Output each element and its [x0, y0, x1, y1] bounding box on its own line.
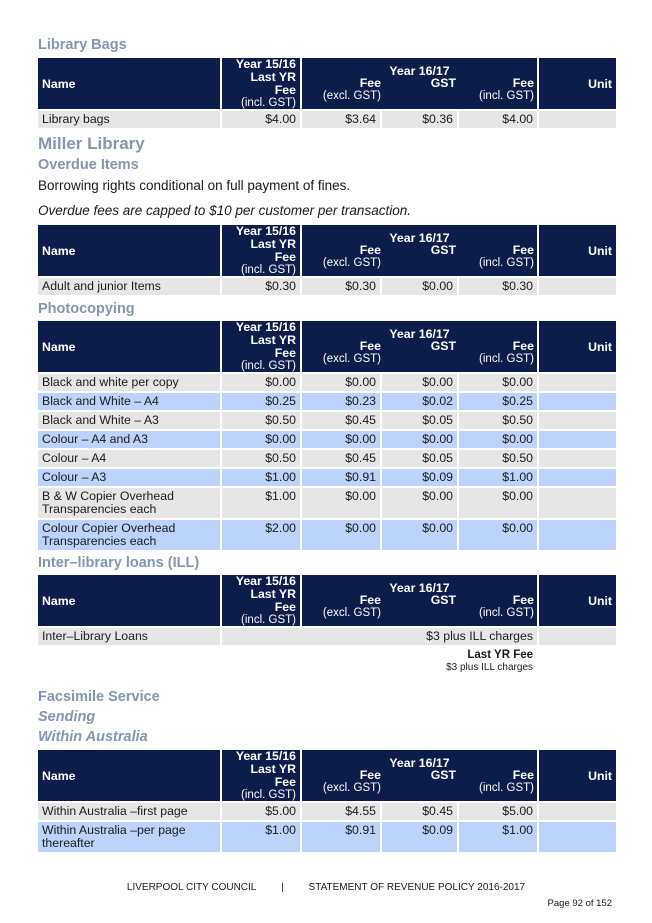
header-year-1516: [222, 750, 300, 801]
header-fee-incl: [459, 77, 534, 102]
header-excl-gst: (excl. GST): [322, 90, 381, 102]
header-fee-incl-label: Fee: [512, 76, 534, 90]
row-gst: $0.00: [382, 431, 457, 448]
row-unit: [539, 412, 616, 429]
table-row: [38, 488, 616, 518]
table-row: [38, 278, 616, 295]
table-row: [38, 450, 616, 467]
row-gst: $0.36: [382, 111, 457, 128]
header-year-1516: [222, 58, 300, 109]
header-incl-gst: (incl. GST): [241, 614, 296, 626]
footer-org: LIVERPOOL CITY COUNCIL: [126, 882, 257, 893]
row-name: Within Australia –per page thereafter: [38, 822, 220, 852]
header-unit: Unit: [539, 575, 616, 626]
row-fee-incl-gst: $0.00: [459, 488, 537, 518]
header-gst-label: GST: [430, 339, 456, 353]
page-footer: [0, 882, 652, 893]
header-gst-label: GST: [430, 768, 456, 782]
row-unit: [539, 488, 616, 518]
header-year-1516-label: Year 15/16: [235, 224, 296, 238]
row-last-yr-fee: $1.00: [222, 469, 300, 486]
section-heading-ill: Inter–library loans (ILL): [38, 555, 200, 571]
row-gst: $0.00: [382, 520, 457, 550]
header-incl-gst-2: (incl. GST): [479, 90, 534, 102]
table-row: [38, 412, 616, 429]
row-unit: [539, 450, 616, 467]
row-last-yr-fee: $1.00: [222, 822, 300, 852]
row-name: Within Australia –first page: [38, 803, 220, 820]
row-gst: $0.09: [382, 822, 457, 852]
row-fee-excl-gst: $0.00: [302, 431, 380, 448]
row-unit: [539, 469, 616, 486]
row-unit: [539, 278, 616, 295]
header-gst: [384, 77, 456, 90]
header-incl-gst: (incl. GST): [241, 360, 296, 372]
last-yr-fee-value: $3 plus ILL charges: [446, 662, 534, 673]
header-fee-incl-label: Fee: [512, 593, 534, 607]
header-incl-gst: (incl. GST): [241, 97, 296, 109]
table-row: [38, 628, 616, 645]
header-fee-incl: [459, 769, 534, 794]
row-last-yr-fee: $4.00: [222, 111, 300, 128]
header-last-yr-fee: Last YR Fee: [250, 762, 296, 789]
header-gst-label: GST: [430, 243, 456, 257]
row-last-yr-fee: $2.00: [222, 520, 300, 550]
row-name: Inter–Library Loans: [38, 628, 220, 645]
header-name: Name: [38, 750, 220, 801]
table-header-row: [38, 575, 616, 626]
paragraph-borrowing-rights: Borrowing rights conditional on full payment of fines.: [38, 178, 351, 193]
header-fee-label: Fee: [359, 243, 381, 257]
header-fee-incl-label: Fee: [512, 243, 534, 257]
header-year-1617-label: Year 16/17: [389, 581, 450, 595]
header-year-1617-label: Year 16/17: [389, 64, 450, 78]
header-excl-gst: (excl. GST): [322, 782, 381, 794]
section-heading-library-bags: Library Bags: [38, 37, 127, 53]
row-name: Colour – A4: [38, 450, 220, 467]
row-name: Colour Copier Overhead Transparencies each: [38, 520, 220, 550]
header-gst-label: GST: [430, 76, 456, 90]
header-fee-incl-label: Fee: [512, 339, 534, 353]
header-fee-incl: [459, 244, 534, 269]
header-gst: [384, 340, 456, 353]
row-fee-incl-gst: $4.00: [459, 111, 537, 128]
header-year-1617-label: Year 16/17: [389, 756, 450, 770]
row-fee-excl-gst: $0.00: [302, 488, 380, 518]
row-fee-incl-gst: $0.25: [459, 393, 537, 410]
row-fee-excl-gst: $0.91: [302, 469, 380, 486]
header-year-1516-label: Year 15/16: [235, 749, 296, 763]
fee-table-facsimile: [36, 748, 618, 854]
row-last-yr-fee: $0.00: [222, 431, 300, 448]
row-unit: [539, 803, 616, 820]
row-unit: [539, 393, 616, 410]
row-fee-incl-gst: $0.00: [459, 520, 537, 550]
header-fee-label: Fee: [359, 339, 381, 353]
row-last-yr-fee: $0.00: [222, 374, 300, 391]
header-fee-excl: [306, 594, 381, 619]
table-row: [38, 393, 616, 410]
table-row: [38, 431, 616, 448]
row-name: Library bags: [38, 111, 220, 128]
fee-table-photocopying: [36, 319, 618, 552]
header-gst: [384, 594, 456, 607]
header-year-1617: [302, 750, 537, 801]
header-name: Name: [38, 225, 220, 276]
header-fee-incl: [459, 594, 534, 619]
header-incl-gst-2: (incl. GST): [479, 257, 534, 269]
row-unit: [539, 111, 616, 128]
table-row: [38, 111, 616, 128]
header-year-1617: [302, 321, 537, 372]
table-row: [38, 469, 616, 486]
header-year-1516: [222, 575, 300, 626]
section-heading-facsimile: Facsimile Service: [38, 689, 160, 705]
row-fee-excl-gst: $0.45: [302, 450, 380, 467]
last-yr-fee-note: [222, 647, 537, 676]
row-fee-incl-gst: $0.50: [459, 412, 537, 429]
row-last-yr-fee: $0.25: [222, 393, 300, 410]
subheading-within-australia: Within Australia: [38, 729, 148, 745]
header-excl-gst: (excl. GST): [322, 353, 381, 365]
table-header-row: [38, 225, 616, 276]
header-name: Name: [38, 321, 220, 372]
header-gst: [384, 769, 456, 782]
header-year-1516: [222, 321, 300, 372]
row-unit: [539, 520, 616, 550]
row-gst: $0.05: [382, 412, 457, 429]
document-page: [38, 36, 616, 854]
table-header-row: [38, 321, 616, 372]
header-year-1516: [222, 225, 300, 276]
row-name: B & W Copier Overhead Transparencies each: [38, 488, 220, 518]
paragraph-overdue-cap: Overdue fees are capped to $10 per customer per transaction.: [38, 203, 411, 218]
table-header-row: [38, 750, 616, 801]
row-fee-incl-gst: $1.00: [459, 822, 537, 852]
row-fee-excl-gst: $4.55: [302, 803, 380, 820]
row-fee-incl-gst: $0.00: [459, 374, 537, 391]
subheading-sending: Sending: [38, 709, 96, 725]
row-last-yr-fee: $0.50: [222, 450, 300, 467]
header-year-1617: [302, 575, 537, 626]
header-last-yr-fee: Last YR Fee: [250, 70, 296, 97]
header-year-1617: [302, 225, 537, 276]
row-name: Black and White – A4: [38, 393, 220, 410]
header-last-yr-fee: Last YR Fee: [250, 333, 296, 360]
row-fee-excl-gst: $0.23: [302, 393, 380, 410]
row-fee-excl-gst: $0.91: [302, 822, 380, 852]
row-last-yr-fee: $5.00: [222, 803, 300, 820]
row-fee-excl-gst: $0.00: [302, 520, 380, 550]
section-heading-miller-library: Miller Library: [38, 134, 145, 153]
table-header-row: [38, 58, 616, 109]
fee-table-library-bags: [36, 56, 618, 130]
header-gst-label: GST: [430, 593, 456, 607]
table-row: [38, 374, 616, 391]
header-excl-gst: (excl. GST): [322, 257, 381, 269]
header-excl-gst: (excl. GST): [322, 607, 381, 619]
header-fee-excl: [306, 340, 381, 365]
row-fee-incl-gst: $1.00: [459, 469, 537, 486]
fee-table-ill: [36, 573, 618, 678]
row-gst: $0.00: [382, 488, 457, 518]
row-name: Colour – A4 and A3: [38, 431, 220, 448]
row-unit: [539, 431, 616, 448]
row-fee-incl-gst: $0.50: [459, 450, 537, 467]
row-gst: $0.45: [382, 803, 457, 820]
row-fee-incl-gst: $0.00: [459, 431, 537, 448]
header-name: Name: [38, 58, 220, 109]
row-unit: [539, 628, 616, 645]
row-fee-excl-gst: $3.64: [302, 111, 380, 128]
header-unit: Unit: [539, 225, 616, 276]
header-fee-incl: [459, 340, 534, 365]
row-fee-incl-gst: $5.00: [459, 803, 537, 820]
header-year-1617: [302, 58, 537, 109]
row-gst: $0.00: [382, 374, 457, 391]
row-name: Adult and junior Items: [38, 278, 220, 295]
row-fee-excl-gst: $0.30: [302, 278, 380, 295]
row-name: Black and White – A3: [38, 412, 220, 429]
header-fee-excl: [306, 77, 381, 102]
row-last-yr-fee: $0.30: [222, 278, 300, 295]
header-year-1617-label: Year 16/17: [389, 327, 450, 341]
header-year-1617-label: Year 16/17: [389, 231, 450, 245]
row-unit: [539, 822, 616, 852]
header-fee-label: Fee: [359, 76, 381, 90]
header-incl-gst-2: (incl. GST): [479, 607, 534, 619]
page-number: Page 92 of 152: [547, 898, 612, 909]
header-fee-incl-label: Fee: [512, 768, 534, 782]
row-fee-incl-gst: $0.30: [459, 278, 537, 295]
row-last-yr-fee: $1.00: [222, 488, 300, 518]
header-unit: Unit: [539, 321, 616, 372]
last-yr-fee-label: Last YR Fee: [467, 649, 534, 661]
header-last-yr-fee: Last YR Fee: [250, 237, 296, 264]
header-last-yr-fee: Last YR Fee: [250, 587, 296, 614]
header-incl-gst: (incl. GST): [241, 789, 296, 801]
section-heading-photocopying: Photocopying: [38, 301, 135, 317]
row-last-yr-fee: $0.50: [222, 412, 300, 429]
fee-table-overdue-items: [36, 223, 618, 297]
row-name: Colour – A3: [38, 469, 220, 486]
header-year-1516-label: Year 15/16: [235, 574, 296, 588]
footer-doc-title: STATEMENT OF REVENUE POLICY 2016-2017: [308, 882, 526, 893]
footer-separator: |: [281, 882, 284, 893]
table-row: [38, 803, 616, 820]
row-gst: $0.09: [382, 469, 457, 486]
header-gst: [384, 244, 456, 257]
header-incl-gst-2: (incl. GST): [479, 353, 534, 365]
header-name: Name: [38, 575, 220, 626]
table-row: [38, 520, 616, 550]
header-year-1516-label: Year 15/16: [235, 57, 296, 71]
row-fee-span: $3 plus ILL charges: [222, 628, 537, 645]
row-fee-excl-gst: $0.00: [302, 374, 380, 391]
header-fee-excl: [306, 244, 381, 269]
header-year-1516-label: Year 15/16: [235, 320, 296, 334]
header-fee-excl: [306, 769, 381, 794]
row-gst: $0.05: [382, 450, 457, 467]
table-row: [38, 822, 616, 852]
header-fee-label: Fee: [359, 593, 381, 607]
row-gst: $0.00: [382, 278, 457, 295]
row-gst: $0.02: [382, 393, 457, 410]
header-incl-gst: (incl. GST): [241, 264, 296, 276]
row-name: Black and white per copy: [38, 374, 220, 391]
header-unit: Unit: [539, 58, 616, 109]
subheading-overdue-items: Overdue Items: [38, 157, 139, 173]
header-incl-gst-2: (incl. GST): [479, 782, 534, 794]
header-fee-label: Fee: [359, 768, 381, 782]
row-unit: [539, 374, 616, 391]
row-fee-excl-gst: $0.45: [302, 412, 380, 429]
header-unit: Unit: [539, 750, 616, 801]
